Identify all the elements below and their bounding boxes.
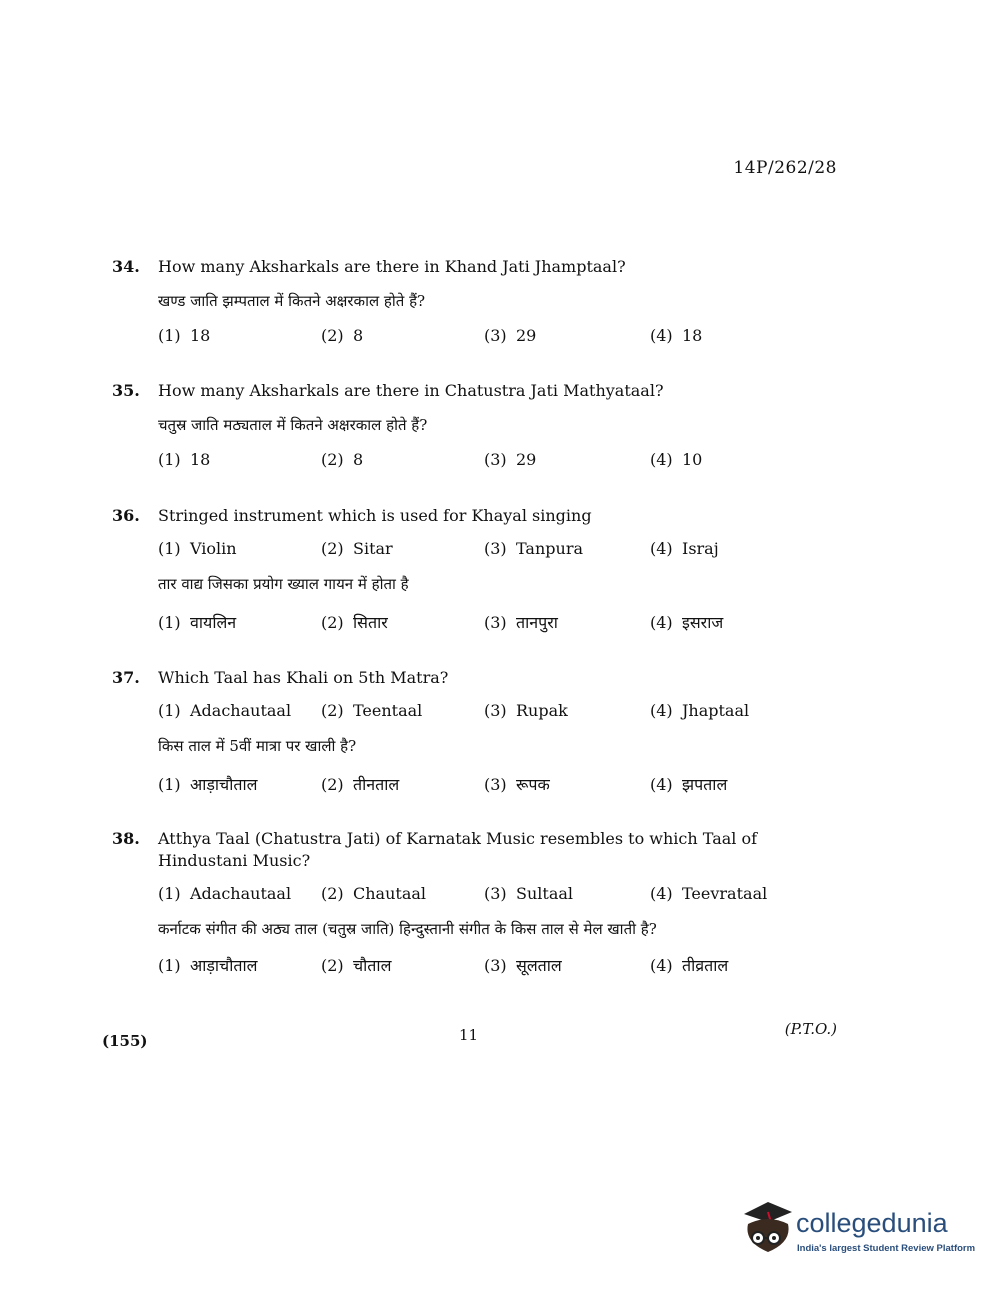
- options-en: [158, 701, 842, 725]
- question-34: [112, 256, 842, 350]
- option-2: (2) Sitar: [321, 539, 393, 558]
- option-1: (1) 18: [158, 326, 211, 345]
- option-1: (1) Adachautaal: [158, 884, 292, 903]
- option-2: (2) Teentaal: [321, 701, 423, 720]
- question-38: [112, 828, 842, 978]
- option-2-hi: (2) सितार: [321, 613, 388, 632]
- question-number: 34.: [112, 257, 140, 276]
- footer-code: (155): [102, 1032, 148, 1050]
- option-2: (2) 8: [321, 326, 364, 345]
- question-text-hi: चतुस्र जाति मठ्यताल में कितने अक्षरकाल होते हैं?: [158, 416, 428, 434]
- option-3: (3) Tanpura: [484, 539, 584, 558]
- option-1-hi: (1) आड़ाचौताल: [158, 956, 258, 975]
- option-3-hi: (3) सूलताल: [484, 956, 562, 975]
- options-en: [158, 450, 842, 474]
- option-4-hi: (4) इसराज: [650, 613, 724, 632]
- question-number: 35.: [112, 381, 140, 400]
- question-36: [112, 505, 842, 635]
- question-number: 36.: [112, 506, 140, 525]
- pto-label: (P.T.O.): [784, 1020, 837, 1038]
- options-en: [158, 326, 842, 350]
- option-4: (4) Jhaptaal: [650, 701, 750, 720]
- logo-wordmark: collegedunia: [796, 1208, 948, 1238]
- options-hi: [158, 954, 842, 978]
- question-number: 37.: [112, 668, 140, 687]
- option-3-hi: (3) रूपक: [484, 775, 550, 794]
- mascot-icon: [744, 1202, 792, 1252]
- page-number: 11: [459, 1026, 479, 1044]
- question-37: [112, 667, 842, 797]
- question-text-en: Atthya Taal (Chatustra Jati) of Karnatak Music resembles to which Taal of Hindustani Music?: [158, 829, 758, 870]
- option-1-hi: (1) वायलिन: [158, 613, 237, 632]
- option-3: (3) Rupak: [484, 701, 568, 720]
- option-2: (2) 8: [321, 450, 364, 469]
- option-2-hi: (2) तीनताल: [321, 775, 400, 794]
- option-2: (2) Chautaal: [321, 884, 427, 903]
- option-4: (4) 18: [650, 326, 703, 345]
- question-text-hi: किस ताल में 5वीं मात्रा पर खाली है?: [158, 737, 357, 755]
- question-text-en: How many Aksharkals are there in Chatustra Jati Mathyataal?: [158, 381, 664, 400]
- option-1-hi: (1) आड़ाचौताल: [158, 775, 258, 794]
- option-1: (1) Adachautaal: [158, 701, 292, 720]
- option-4: (4) Israj: [650, 539, 719, 558]
- question-text-en: Stringed instrument which is used for Khayal singing: [158, 506, 592, 525]
- question-text-hi: कर्नाटक संगीत की अठ्य ताल (चतुस्र जाति) हिन्दुस्तानी संगीत के किस ताल से मेल खाती है?: [158, 920, 657, 938]
- logo-tagline: India's largest Student Review Platform: [797, 1243, 976, 1254]
- option-3-hi: (3) तानपुरा: [484, 613, 558, 632]
- option-4-hi: (4) तीव्रताल: [650, 956, 729, 975]
- option-3: (3) 29: [484, 326, 537, 345]
- options-hi: [158, 773, 842, 797]
- question-text-en: How many Aksharkals are there in Khand Jati Jhamptaal?: [158, 257, 626, 276]
- option-4-hi: (4) झपताल: [650, 775, 728, 794]
- options-en: [158, 539, 842, 563]
- option-1: (1) 18: [158, 450, 211, 469]
- options-en: [158, 884, 842, 908]
- option-4: (4) 10: [650, 450, 703, 469]
- option-4: (4) Teevrataal: [650, 884, 768, 903]
- question-number: 38.: [112, 829, 140, 848]
- option-1: (1) Violin: [158, 539, 237, 558]
- question-text-hi: तार वाद्य जिसका प्रयोग ख्याल गायन में होता है: [158, 575, 409, 593]
- question-text-en: Which Taal has Khali on 5th Matra?: [158, 668, 449, 687]
- option-3: (3) Sultaal: [484, 884, 574, 903]
- options-hi: [158, 611, 842, 635]
- question-text-hi: खण्ड जाति झम्पताल में कितने अक्षरकाल होते हैं?: [158, 292, 426, 310]
- paper-code: 14P/262/28: [733, 158, 837, 178]
- option-3: (3) 29: [484, 450, 537, 469]
- question-35: [112, 380, 842, 474]
- option-2-hi: (2) चौताल: [321, 956, 392, 975]
